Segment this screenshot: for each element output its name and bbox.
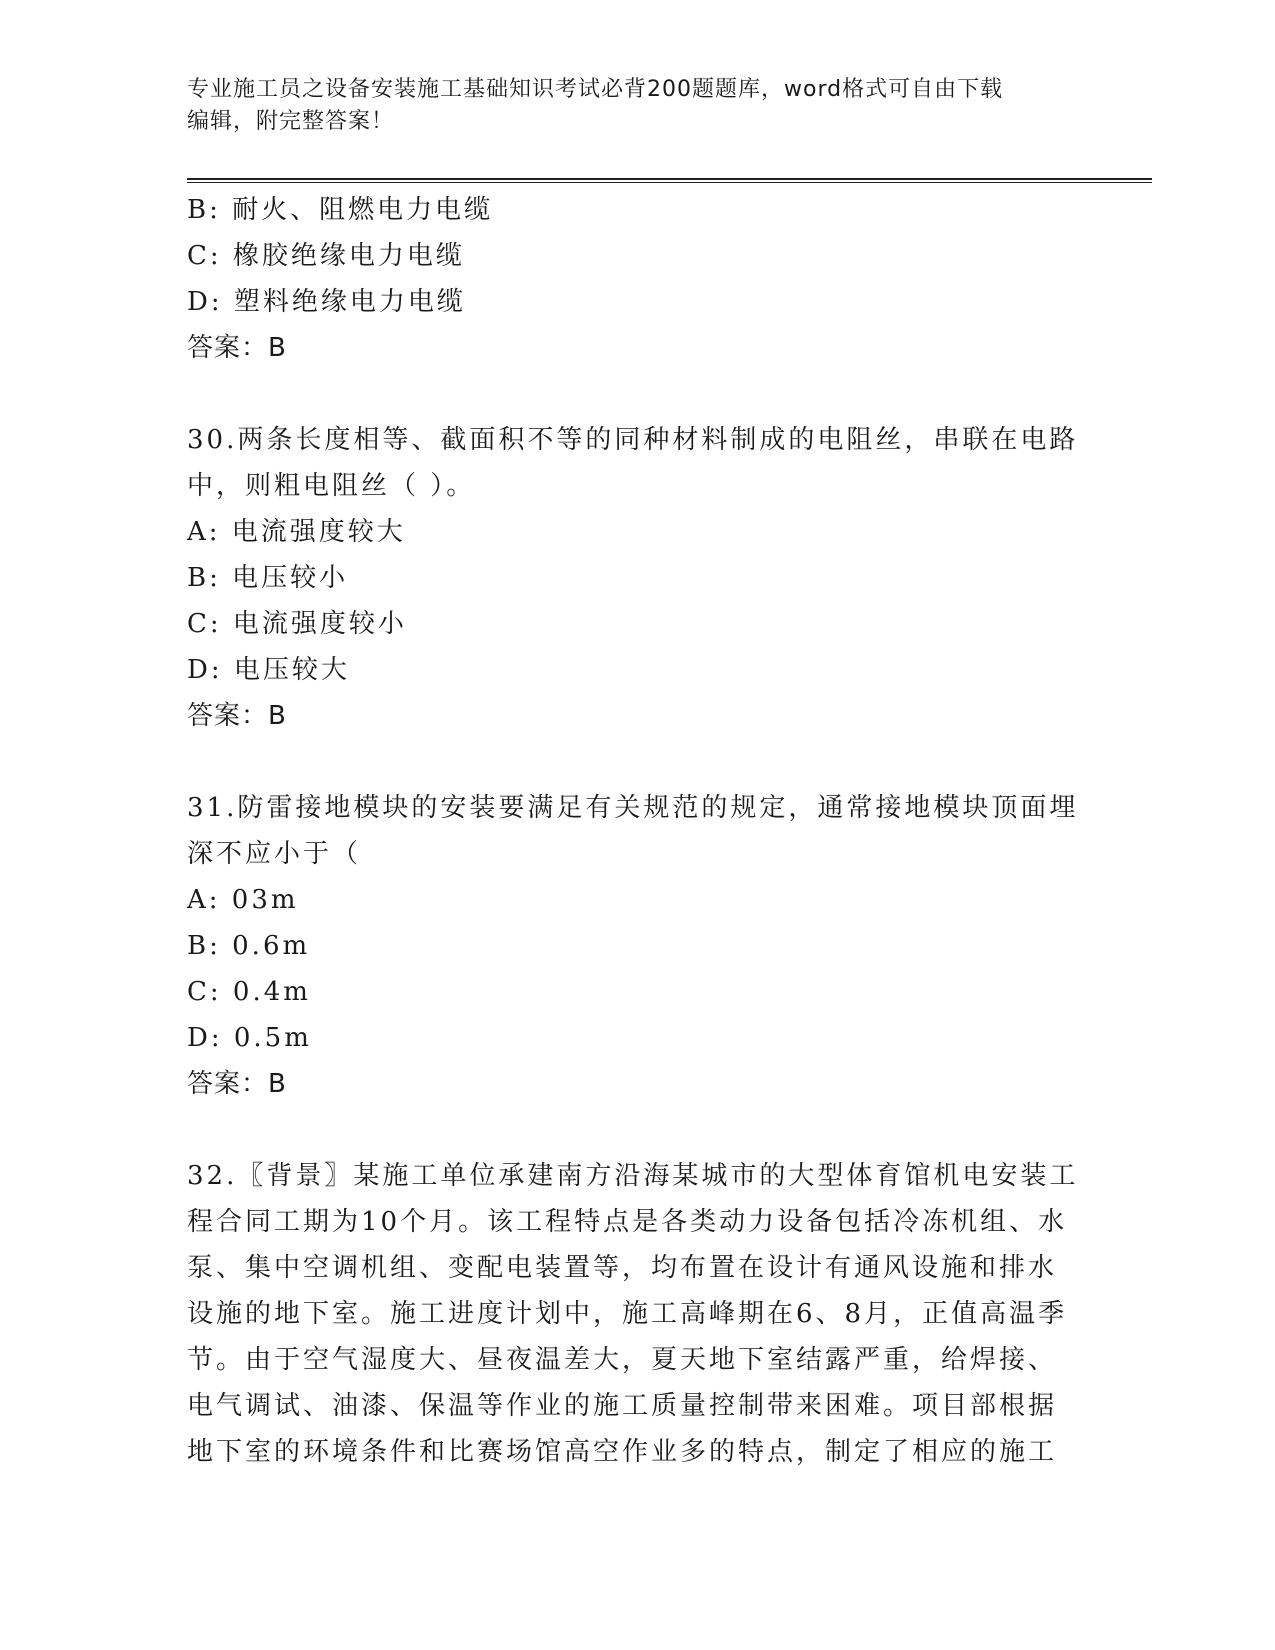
question-text-line: 地下室的环境条件和比赛场馆高空作业多的特点，制定了相应的施工 — [187, 1437, 1058, 1467]
question-text-line: 30.两条长度相等、截面积不等的同种材料制成的电阻丝，串联在电路 — [187, 425, 1079, 455]
question-text-line: 深不应小于（ — [187, 839, 362, 869]
question-text-line: 程合同工期为10个月。该工程特点是各类动力设备包括冷冻机组、水 — [187, 1207, 1068, 1237]
question-text-line: 节。由于空气湿度大、昼夜温差大，夏天地下室结露严重，给焊接、 — [187, 1345, 1058, 1375]
question-text-line: 中，则粗电阻丝（ ）。 — [187, 471, 476, 501]
document-header — [187, 74, 1067, 138]
question-text-line: 32.〖背景〗某施工单位承建南方沿海某城市的大型体育馆机电安装工 — [187, 1161, 1079, 1191]
header-title-line-2: 编辑，附完整答案！ — [187, 109, 395, 134]
question-block-32 — [187, 1153, 1079, 1475]
option-b: B: 0.6m — [187, 931, 311, 961]
question-text-line: 设施的地下室。施工进度计划中，施工高峰期在6、8月，正值高温季 — [187, 1299, 1068, 1329]
option-c: C: 橡胶绝缘电力电缆 — [187, 241, 465, 271]
answer-line: 答案：B — [187, 701, 287, 731]
option-a: A: 03m — [187, 885, 299, 915]
option-c: C: 电流强度较小 — [187, 609, 407, 639]
spacer — [187, 371, 1067, 417]
question-text-line: 泵、集中空调机组、变配电装置等，均布置在设计有通风设施和排水 — [187, 1253, 1058, 1283]
option-d: D: 0.5m — [187, 1023, 312, 1053]
spacer — [187, 739, 1067, 785]
question-text-line: 电气调试、油漆、保温等作业的施工质量控制带来困难。项目部根据 — [187, 1391, 1058, 1421]
question-text-line: 31.防雷接地模块的安装要满足有关规范的规定，通常接地模块顶面埋 — [187, 793, 1079, 823]
spacer — [187, 1107, 1067, 1153]
option-c: C: 0.4m — [187, 977, 311, 1007]
answer-line: 答案：B — [187, 333, 287, 363]
header-title-line-1: 专业施工员之设备安装施工基础知识考试必背200题题库，word格式可自由下载 — [187, 77, 1004, 102]
option-d: D: 塑料绝缘电力电缆 — [187, 287, 466, 317]
option-a: A: 电流强度较大 — [187, 517, 406, 547]
document-content — [187, 187, 1079, 1475]
question-block-prev — [187, 187, 1067, 371]
header-divider-thick — [187, 178, 1152, 180]
question-block-31 — [187, 785, 1079, 1107]
answer-line: 答案：B — [187, 1069, 287, 1099]
header-divider-thin — [187, 182, 1152, 183]
option-b: B: 耐火、阻燃电力电缆 — [187, 195, 494, 225]
option-b: B: 电压较小 — [187, 563, 349, 593]
question-block-30 — [187, 417, 1079, 739]
option-d: D: 电压较大 — [187, 655, 350, 685]
